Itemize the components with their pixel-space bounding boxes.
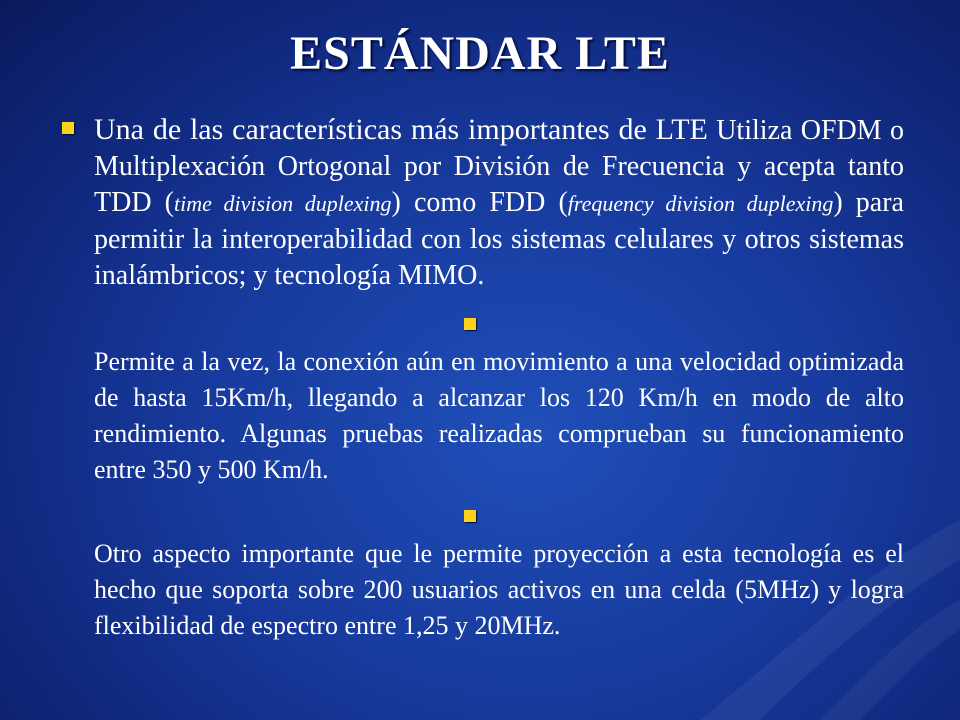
bullet-row-2: [58, 308, 904, 344]
item-text-b: ) como FDD (: [391, 187, 568, 218]
bullet-item-1: [58, 112, 904, 294]
bullet-item-3: [58, 536, 904, 644]
item-text-a: Utiliza OFDM o Multiplexación Ortogonal por División de Frecuencia y acepta tanto TDD (: [94, 115, 904, 218]
slide-content: [58, 112, 904, 644]
item-text-c: ) para permitir la interoperabilidad con los sistemas celulares y otros sistemas inalámbricos; y tecnología MIMO.: [94, 187, 904, 291]
item-text: Permite a la vez, la conexión aún en movimiento a una velocidad optimizada de hasta 15Km/h, llegando a alcanzar los 120 Km/h en modo de alto rendimiento. Algunas pruebas realizadas comprueban su funcionamiento entre 350 y 500 Km/h.: [94, 347, 904, 484]
bullet-row-3: [58, 500, 904, 536]
slide-title: ESTÁNDAR LTE: [290, 27, 670, 80]
item-text: Otro aspecto importante que le permite proyección a esta tecnología es el hecho que soporta sobre 200 usuarios activos en una celda (5MHz) y logra flexibilidad de espectro entre 1,25 y 20MHz.: [94, 539, 904, 640]
item-italic-b: frequency division duplexing: [567, 191, 834, 216]
item-lead: Una de las características más importantes de LTE: [94, 113, 708, 146]
square-bullet-icon: [464, 318, 476, 330]
bullet-item-2: [58, 344, 904, 488]
square-bullet-icon: [464, 510, 476, 522]
square-bullet-icon: [62, 122, 74, 134]
item-italic-a: time division duplexing: [174, 191, 392, 216]
